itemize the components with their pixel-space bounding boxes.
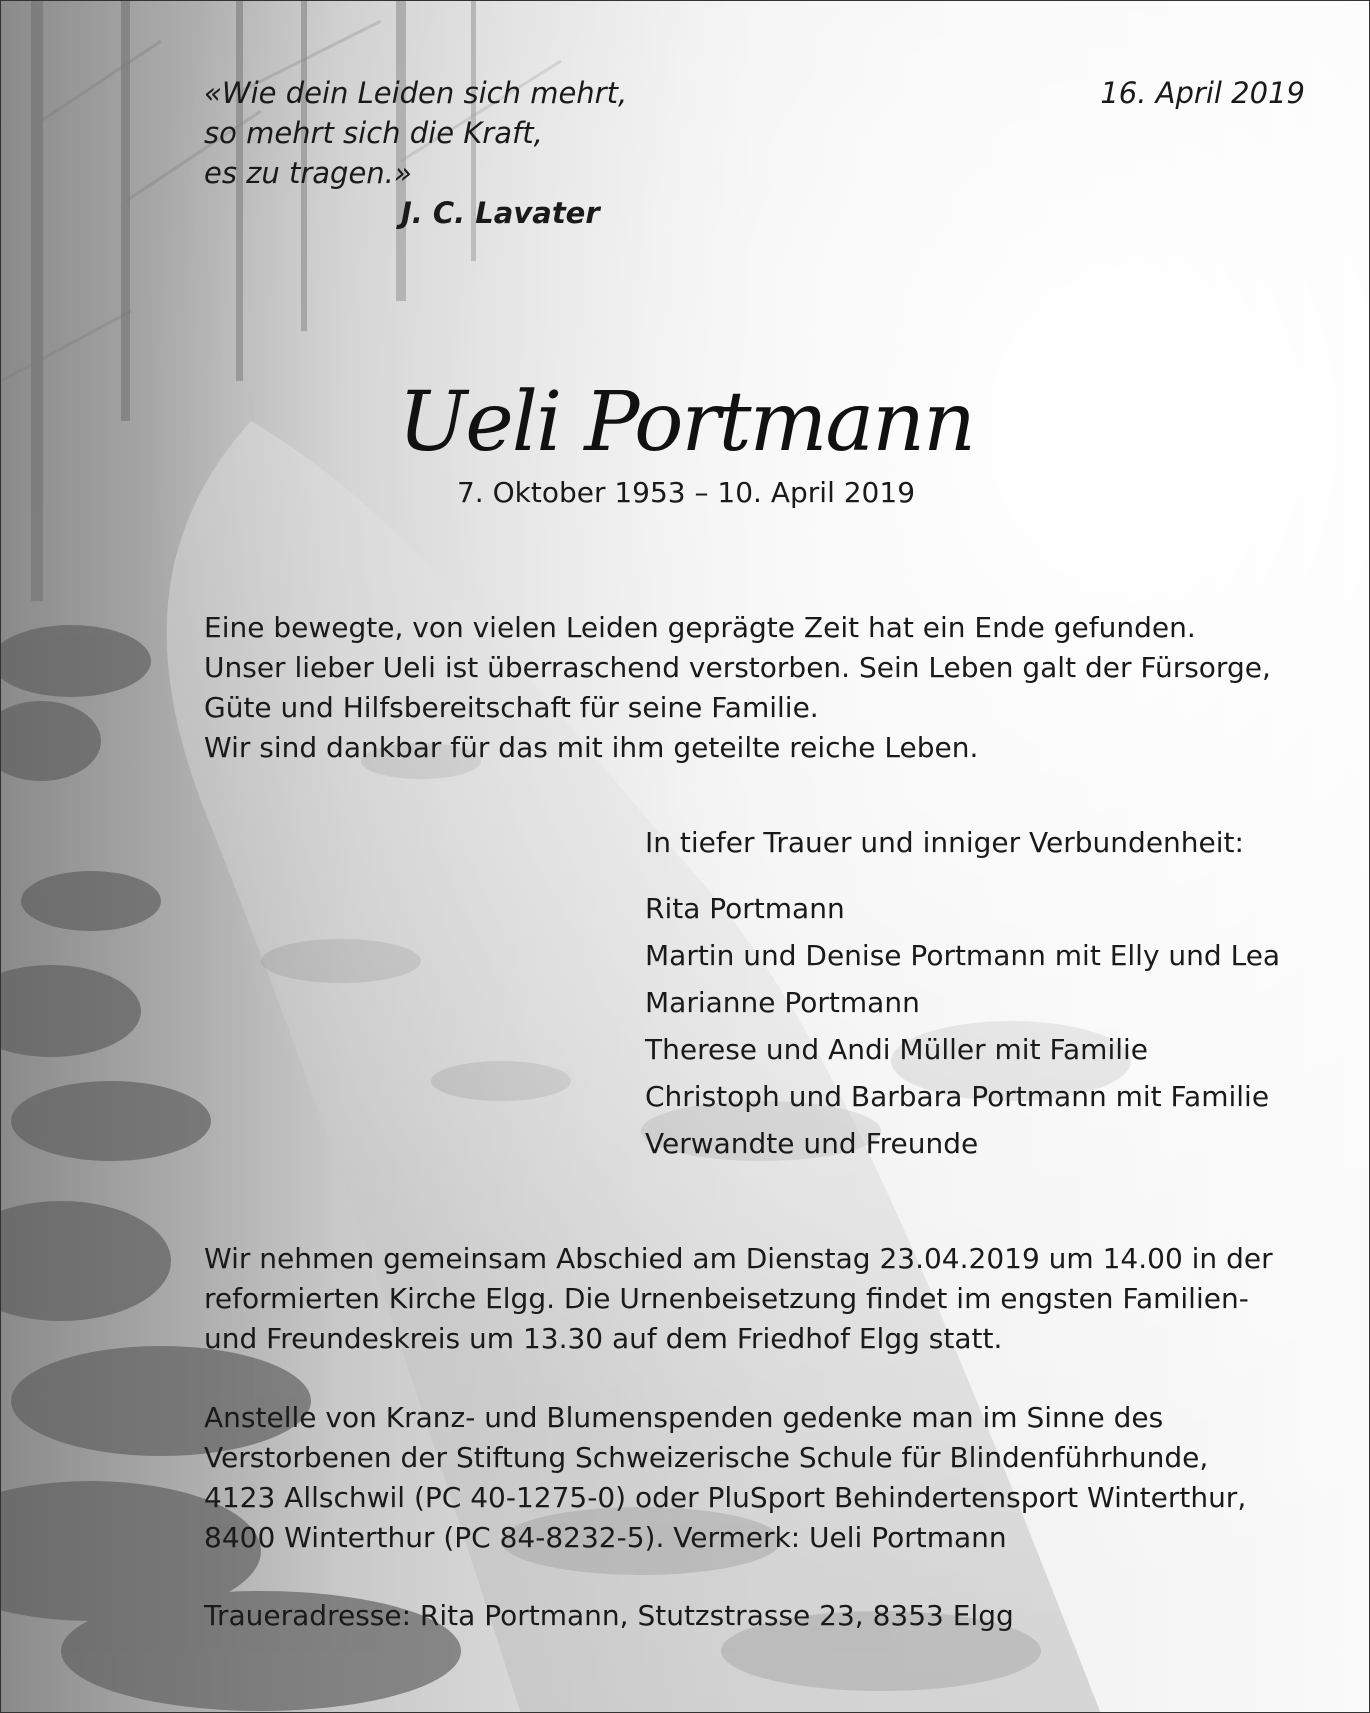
farewell-line: reformierten Kirche Elgg. Die Urnenbeisetzung findet im engsten Familien- xyxy=(204,1282,1249,1315)
donations-line: 4123 Allschwil (PC 40-1275-0) oder PluSport Behindertensport Winterthur, xyxy=(204,1481,1247,1514)
intro-line: Wir sind dankbar für das mit ihm geteilte reiche Leben. xyxy=(204,731,979,764)
quote-author: J. C. Lavater xyxy=(401,196,600,230)
mourning-line: In tiefer Trauer und inniger Verbundenheit: xyxy=(645,826,1244,859)
intro-paragraph xyxy=(204,608,1271,768)
family-member: Verwandte und Freunde xyxy=(645,1127,979,1160)
intro-line: Güte und Hilfsbereitschaft für seine Familie. xyxy=(204,691,819,724)
quote-line: «Wie dein Leiden sich mehrt, xyxy=(204,76,628,110)
publication-date: 16. April 2019 xyxy=(1100,76,1305,110)
mourning-address: Traueradresse: Rita Portmann, Stutzstrasse 23, 8353 Elgg xyxy=(204,1599,1014,1632)
lifespan-dates: 7. Oktober 1953 – 10. April 2019 xyxy=(456,476,916,509)
farewell-paragraph xyxy=(204,1239,1273,1359)
family-member: Marianne Portmann xyxy=(645,986,920,1019)
donations-paragraph xyxy=(204,1398,1246,1558)
intro-line: Unser lieber Ueli ist überraschend verstorben. Sein Leben galt der Fürsorge, xyxy=(204,651,1271,684)
quote-line: es zu tragen.» xyxy=(204,156,412,190)
farewell-line: und Freundeskreis um 13.30 auf dem Friedhof Elgg statt. xyxy=(204,1322,1003,1355)
farewell-line: Wir nehmen gemeinsam Abschied am Dienstag 23.04.2019 um 14.00 in der xyxy=(204,1242,1273,1275)
family-list xyxy=(645,885,1280,1167)
quote-block xyxy=(204,73,627,233)
quote-line: so mehrt sich die Kraft, xyxy=(204,116,543,150)
family-member: Christoph und Barbara Portmann mit Familie xyxy=(645,1080,1270,1113)
deceased-name: Ueli Portmann xyxy=(398,375,974,470)
family-member: Therese und Andi Müller mit Familie xyxy=(645,1033,1149,1066)
intro-line: Eine bewegte, von vielen Leiden geprägte Zeit hat ein Ende gefunden. xyxy=(204,611,1196,644)
family-member: Rita Portmann xyxy=(645,892,845,925)
family-member: Martin und Denise Portmann mit Elly und Lea xyxy=(645,939,1281,972)
donations-line: 8400 Winterthur (PC 84-8232-5). Vermerk: Ueli Portmann xyxy=(204,1521,1007,1554)
donations-line: Verstorbenen der Stiftung Schweizerische Schule für Blindenführhunde, xyxy=(204,1441,1209,1474)
donations-line: Anstelle von Kranz- und Blumenspenden gedenke man im Sinne des xyxy=(204,1401,1164,1434)
